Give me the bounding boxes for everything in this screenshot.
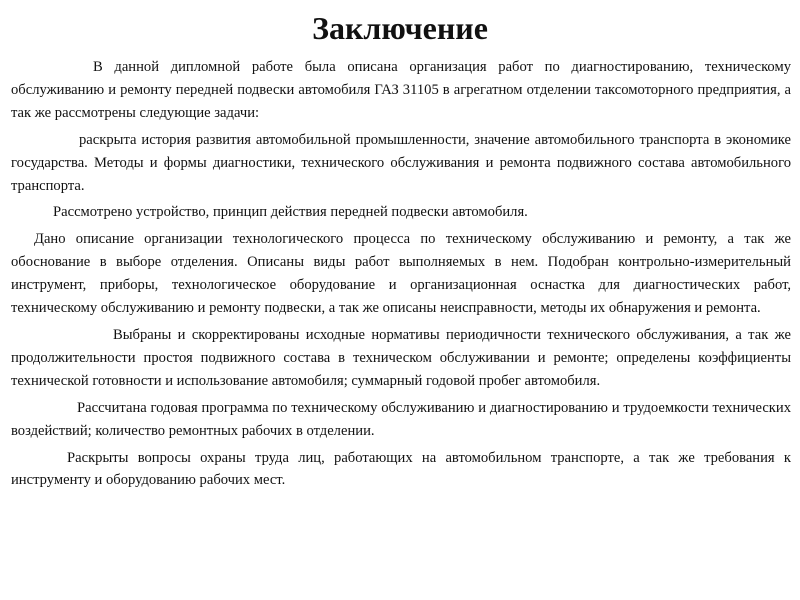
paragraph-norms: Выбраны и скорректированы исходные нормативы периодичности технического обслуживания, а так же продолжительности простоя подвижного состава в техническом обслуживании и ремонте; определены коэффициенты технической готовности и использование автомобиля; суммарный годовой пробег автомобиля. (11, 326, 791, 389)
paragraph-safety: Раскрыты вопросы охраны труда лиц, работающих на автомобильном транспорте, а так же требования к инструменту и оборудованию рабочих мест. (11, 449, 791, 489)
paragraph-suspension: Рассмотрено устройство, принцип действия передней подвески автомобиля. (53, 204, 528, 221)
paragraph-intro: В данной дипломной работе была описана организация работ по диагностированию, техническому обслуживанию и ремонту передней подвески автомобиля ГАЗ 31105 в агрегатном отделении таксомоторного предприятия, а так же рассмотрены следующие задачи: (11, 59, 791, 121)
slide-title: Заключение (312, 10, 488, 46)
paragraph-process: Дано описание организации технологического процесса по техническому обслуживанию и ремонту, а так же обоснование в выборе отделения. Описаны виды работ выполняемых в нем. Подобран контрольно-измерительный инструмент, приборы, технологическое оборудование и организационная оснастка для диагностических работ, техническому обслуживанию и ремонту подвески, а так же описаны неисправности, методы их обнаружения и ремонта. (11, 231, 791, 317)
slide-body (11, 56, 791, 496)
paragraph-program: Рассчитана годовая программа по техническому обслуживанию и диагностированию и трудоемкости технических воздействий; количество ремонтных рабочих в отделении. (11, 399, 791, 439)
paragraph-history: раскрыта история развития автомобильной промышленности, значение автомобильного транспорта в экономике государства. Методы и формы диагностики, технического обслуживания и ремонта подвижного состава автомобильного транспорта. (11, 131, 791, 194)
